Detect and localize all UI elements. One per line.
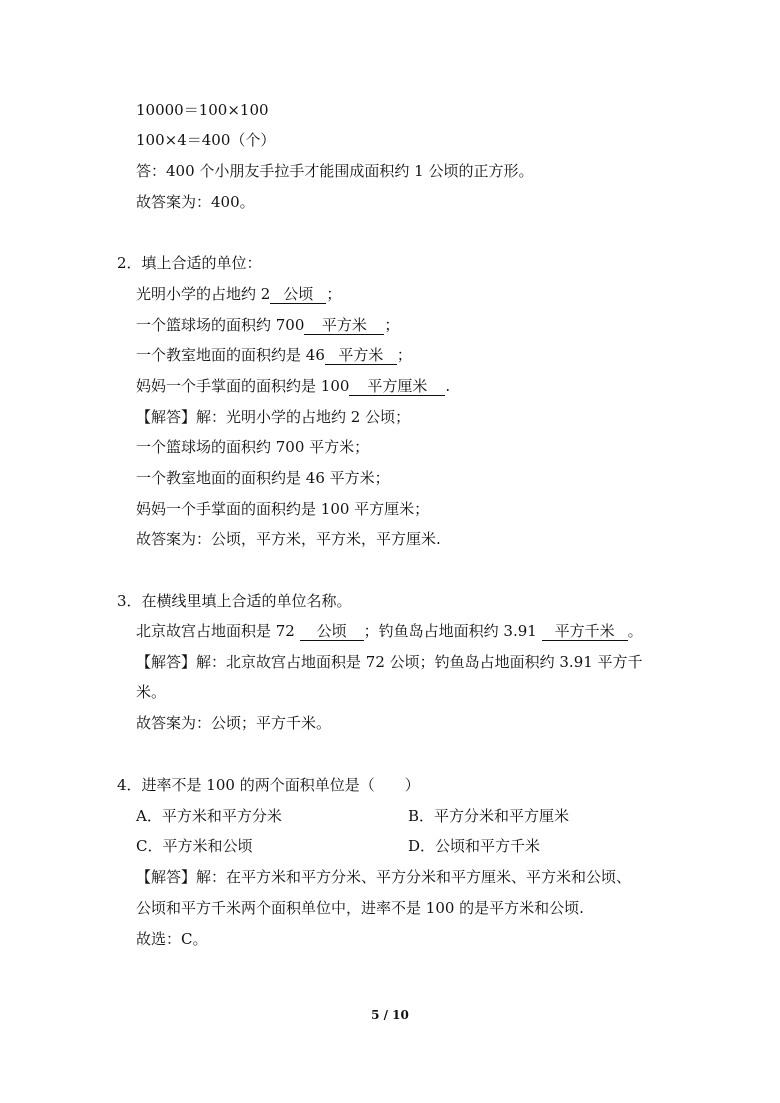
- fill-blank: 公顷: [300, 622, 364, 641]
- calc-line-2: 100×4＝400（个）: [136, 131, 276, 149]
- question-2-title: 2．填上合适的单位：: [117, 254, 262, 272]
- question-2-solution: 妈妈一个手掌面的面积约是 100 平方厘米；: [136, 500, 430, 518]
- question-2-item: 一个教室地面的面积约是 46 平方米 ；: [136, 346, 412, 364]
- question-2-item: 一个篮球场的面积约 700 平方米 ；: [136, 316, 400, 334]
- question-3-item: 北京故宫占地面积是 72 公顷 ；钓鱼岛占地面积约 3.91 平方千米 。: [136, 622, 643, 640]
- answer-line: 答：400 个小朋友手拉手才能围成面积约 1 公顷的正方形。: [136, 162, 534, 180]
- question-3-final-answer: 故答案为：公顷；平方千米。: [136, 714, 332, 732]
- question-4-title: 4．进率不是 100 的两个面积单位是（ ）: [117, 776, 420, 794]
- option-a: A．平方米和平方分米: [136, 807, 282, 825]
- question-2-final-answer: 故答案为：公顷，平方米，平方米，平方厘米.: [136, 530, 441, 548]
- fill-blank: 平方千米: [542, 622, 628, 641]
- fill-blank: 平方厘米: [349, 377, 445, 396]
- page-number: 5 / 10: [371, 1008, 409, 1022]
- fill-blank: 平方米: [325, 346, 397, 365]
- question-3-title: 3．在横线里填上合适的单位名称。: [117, 592, 352, 610]
- option-b: B．平方分米和平方厘米: [408, 807, 570, 825]
- option-d: D．公顷和平方千米: [408, 837, 541, 855]
- option-c: C．平方米和公顷: [136, 837, 253, 855]
- question-2-item: 光明小学的占地约 2 公顷 ；: [136, 285, 342, 303]
- question-4-solution: 【解答】解：在平方米和平方分米、平方分米和平方厘米、平方米和公顷、: [136, 868, 632, 886]
- question-2-solution: 一个教室地面的面积约是 46 平方米；: [136, 469, 390, 487]
- question-4-final-answer: 故选：C。: [136, 930, 208, 948]
- question-3-solution: 米。: [136, 683, 167, 701]
- fill-blank: 平方米: [304, 316, 384, 335]
- question-2-solution: 【解答】解：光明小学的占地约 2 公顷；: [136, 408, 411, 426]
- question-4-solution: 公顷和平方千米两个面积单位中，进率不是 100 的是平方米和公顷.: [136, 899, 584, 917]
- question-3-solution: 【解答】解：北京故宫占地面积是 72 公顷；钓鱼岛占地面积约 3.91 平方千: [136, 653, 643, 671]
- question-2-solution: 一个篮球场的面积约 700 平方米；: [136, 438, 370, 456]
- final-answer: 故答案为：400。: [136, 193, 255, 211]
- question-2-item: 妈妈一个手掌面的面积约是 100 平方厘米 .: [136, 377, 451, 395]
- fill-blank: 公顷: [270, 285, 326, 304]
- calc-line-1: 10000＝100×100: [136, 101, 269, 119]
